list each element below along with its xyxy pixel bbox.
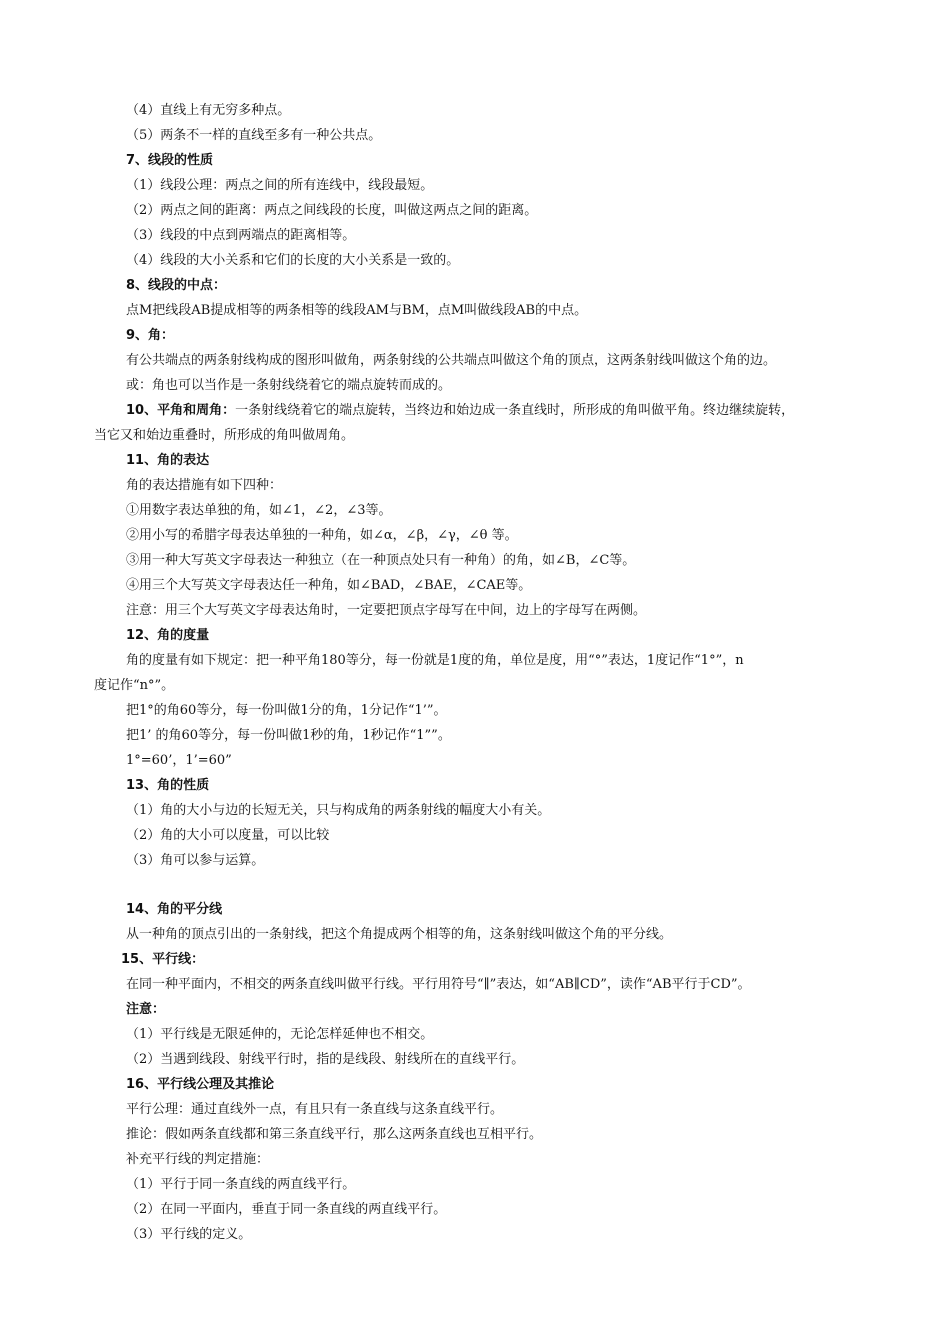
section-heading: 15、平行线： [121,952,205,967]
text-line: ③用一种大写英文字母表达一种独立（在一种顶点处只有一种角）的角，如∠B，∠C等。 [126,553,636,568]
text-line: （4）直线上有无穷多种点。 [126,103,291,118]
text-line: （3）线段的中点到两端点的距离相等。 [126,228,356,243]
text-line: 补充平行线的判定措施： [126,1152,270,1167]
section-heading: 12、角的度量 [126,628,210,643]
paragraph-line [126,401,794,421]
text-line: （3）角可以参与运算。 [126,853,265,868]
note-heading: 注意： [126,1002,166,1017]
text-line: 推论：假如两条直线都和第三条直线平行，那么这两条直线也互相平行。 [126,1127,543,1142]
text-line: （1）角的大小与边的长短无关，只与构成角的两条射线的幅度大小有关。 [126,803,551,818]
text-line: ②用小写的希腊字母表达单独的一种角，如∠α，∠β，∠γ，∠θ 等。 [126,528,518,543]
section-heading: 8、线段的中点： [126,278,227,293]
text-line: 在同一种平面内，不相交的两条直线叫做平行线。平行用符号“∥”表达，如“AB∥CD”，读作“AB平行于CD”。 [126,977,751,992]
text-line: 度记作“n°”。 [94,678,175,693]
text-line: 从一种角的顶点引出的一条射线，把这个角提成两个相等的角，这条射线叫做这个角的平分线。 [126,927,673,942]
paragraph-text: 一条射线绕着它的端点旋转，当终边和始边成一条直线时，所形成的角叫做平角。终边继续旋转， [235,403,795,418]
text-line: 当它又和始边重叠时，所形成的角叫做周角。 [94,428,355,443]
text-line: （2）角的大小可以度量，可以比较 [126,828,330,843]
text-line: 把1’ 的角60等分，每一份叫做1秒的角，1秒记作“1””。 [126,728,451,743]
text-line: （3）平行线的定义。 [126,1227,252,1242]
section-heading: 14、角的平分线 [126,902,223,917]
section-heading: 9、角： [126,328,175,343]
text-line: 把1°的角60等分，每一份叫做1分的角，1分记作“1’”。 [126,703,447,718]
text-line: （5）两条不一样的直线至多有一种公共点。 [126,128,382,143]
section-heading: 13、角的性质 [126,778,210,793]
text-line: 平行公理：通过直线外一点，有且只有一条直线与这条直线平行。 [126,1102,504,1117]
text-line: 或：角也可以当作是一条射线绕着它的端点旋转而成的。 [126,378,452,393]
section-heading: 7、线段的性质 [126,153,214,168]
text-line: ①用数字表达单独的角，如∠1，∠2，∠3等。 [126,503,392,518]
text-line: 角的表达措施有如下四种： [126,478,283,493]
text-line: （1）平行于同一条直线的两直线平行。 [126,1177,356,1192]
text-line: （1）平行线是无限延伸的，无论怎样延伸也不相交。 [126,1027,434,1042]
text-line: 有公共端点的两条射线构成的图形叫做角，两条射线的公共端点叫做这个角的顶点，这两条射线叫做这个角的边。 [126,353,777,368]
text-line: （2）在同一平面内，垂直于同一条直线的两直线平行。 [126,1202,447,1217]
section-heading: 11、角的表达 [126,453,210,468]
text-line: 注意：用三个大写英文字母表达角时，一定要把顶点字母写在中间，边上的字母写在两侧。 [126,603,647,618]
section-heading: 10、平角和周角： [126,403,236,418]
section-heading: 16、平行线公理及其推论 [126,1077,275,1092]
text-line: 点M把线段AB提成相等的两条相等的线段AM与BM，点M叫做线段AB的中点。 [126,303,588,318]
text-line: ④用三个大写英文字母表达任一种角，如∠BAD，∠BAE，∠CAE等。 [126,578,532,593]
text-line: （4）线段的大小关系和它们的长度的大小关系是一致的。 [126,253,460,268]
text-line: （2）当遇到线段、射线平行时，指的是线段、射线所在的直线平行。 [126,1052,525,1067]
text-line: （1）线段公理：两点之间的所有连线中，线段最短。 [126,178,434,193]
text-line: 1°=60’，1’=60” [126,753,232,768]
text-line: （2）两点之间的距离：两点之间线段的长度，叫做这两点之间的距离。 [126,203,538,218]
text-line: 角的度量有如下规定：把一种平角180等分，每一份就是1度的角，单位是度，用“°”表达，1度记作“1°”，n [126,653,744,668]
